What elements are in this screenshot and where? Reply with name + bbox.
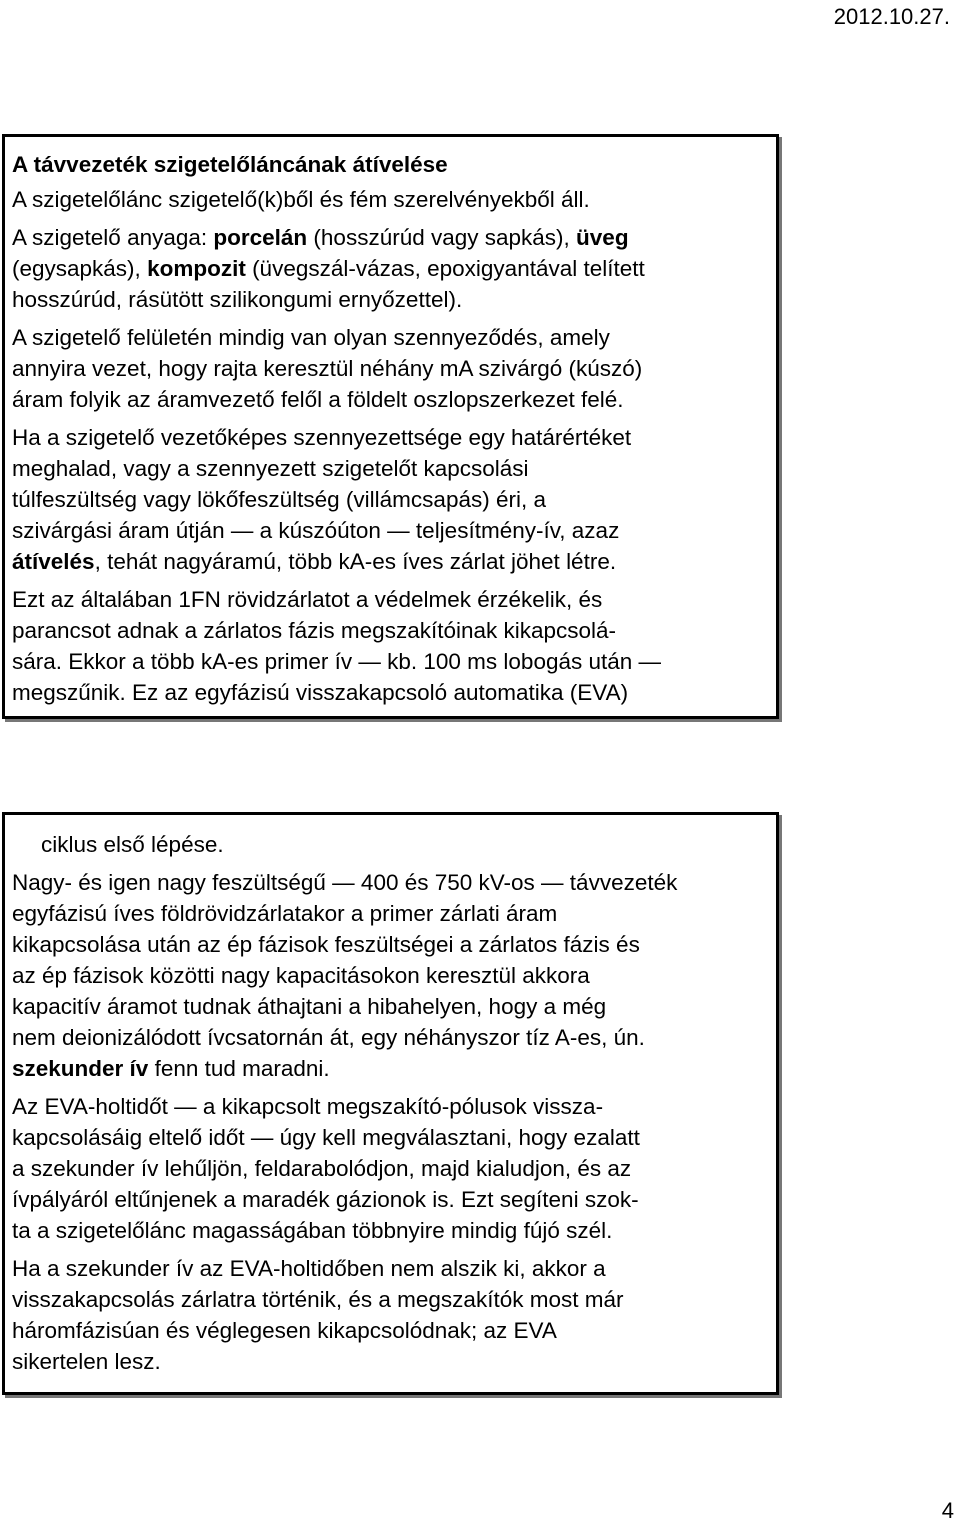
term-glass: üveg [576, 225, 629, 250]
paragraph-insulator-material: A szigetelő anyaga: porcelán (hosszúrúd vagy sapkás), üveg (egysapkás), kompozit (üvegszál-vázas, epoxigyantával telített hosszúrúd, rásütött szilikongumi ernyőzettel). [12, 225, 645, 312]
header-date: 2012.10.27. [833, 4, 950, 29]
paragraph-insulator-chain: A szigetelőlánc szigetelő(k)ből és fém szerelvényekből áll. [12, 187, 590, 212]
term-composite: kompozit [147, 256, 246, 281]
paragraph-dead-time: Az EVA-holtidőt — a kikapcsolt megszakító-pólusok vissza- kapcsolásáig eltelő időt — úgy kell megválasztani, hogy ezalatt a szekunder ív lehűljön, feldarabolódjon, majd kialudjon, és az ívpályáról eltűnjenek a maradék gázionok is. Ezt segíteni szok- ta a szigetelőlánc magasságában többnyire mindig fújó szél. [12, 1094, 640, 1243]
paragraph-reclose-failure: Ha a szekunder ív az EVA-holtidőben nem alszik ki, akkor a visszakapcsolás zárlatra történik, és a megszakítók most már háromfázisúan és véglegesen kikapcsolódnak; az EVA sikertelen lesz. [12, 1256, 624, 1374]
page-number: 4 [941, 1498, 954, 1523]
paragraph-secondary-arc: Nagy- és igen nagy feszültségű — 400 és 750 kV-os — távvezeték egyfázisú íves földrövidzárlatakor a primer zárlati áram kikapcsolása után az ép fázisok feszültségei a zárlatos fázis és az ép fázisok közötti nagy kapacitásokon keresztül akkora kapacitív áramot tudnak áthajtani a hibahelyen, hogy a még nem deionizálódott ívcsatornán át, egy néhányszor tíz A-es, ún. szekunder ív fenn tud maradni. [12, 870, 678, 1081]
paragraph-flashover: Ha a szigetelő vezetőképes szennyezettsége egy határértéket meghalad, vagy a szennyezett szigetelőt kapcsolási túlfeszültség vagy lökőfeszültség (villámcsapás) éri, a szivárgási áram útján — a kúszóúton — teljesítmény-ív, azaz átívelés, tehát nagyáramú, több kA-es íves zárlat jöhet létre. [12, 425, 632, 574]
paragraph-contamination: A szigetelő felületén mindig van olyan szennyeződés, amely annyira vezet, hogy rajta keresztül néhány mA szivárgó (kúszó) áram folyik az áramvezető felől a földelt oszlopszerkezet felé. [12, 325, 643, 412]
slide-upper [2, 134, 779, 719]
paragraph-protection: Ezt az általában 1FN rövidzárlatot a védelmek érzékelik, és parancsot adnak a zárlatos fázis megszakítóinak kikapcsolá- sára. Ekkor a több kA-es primer ív — kb. 100 ms lobogás után — megszűnik. Ez az egyfázisú visszakapcsoló automatika (EVA) [12, 587, 662, 705]
paragraph-cycle-continuation: ciklus első lépése. [41, 832, 224, 857]
term-flashover: átívelés [12, 549, 95, 574]
term-secondary-arc: szekunder ív [12, 1056, 149, 1081]
term-porcelain: porcelán [213, 225, 308, 250]
slide-title: A távvezeték szigetelőláncának átívelése [12, 152, 448, 177]
slide-lower [2, 812, 779, 1395]
